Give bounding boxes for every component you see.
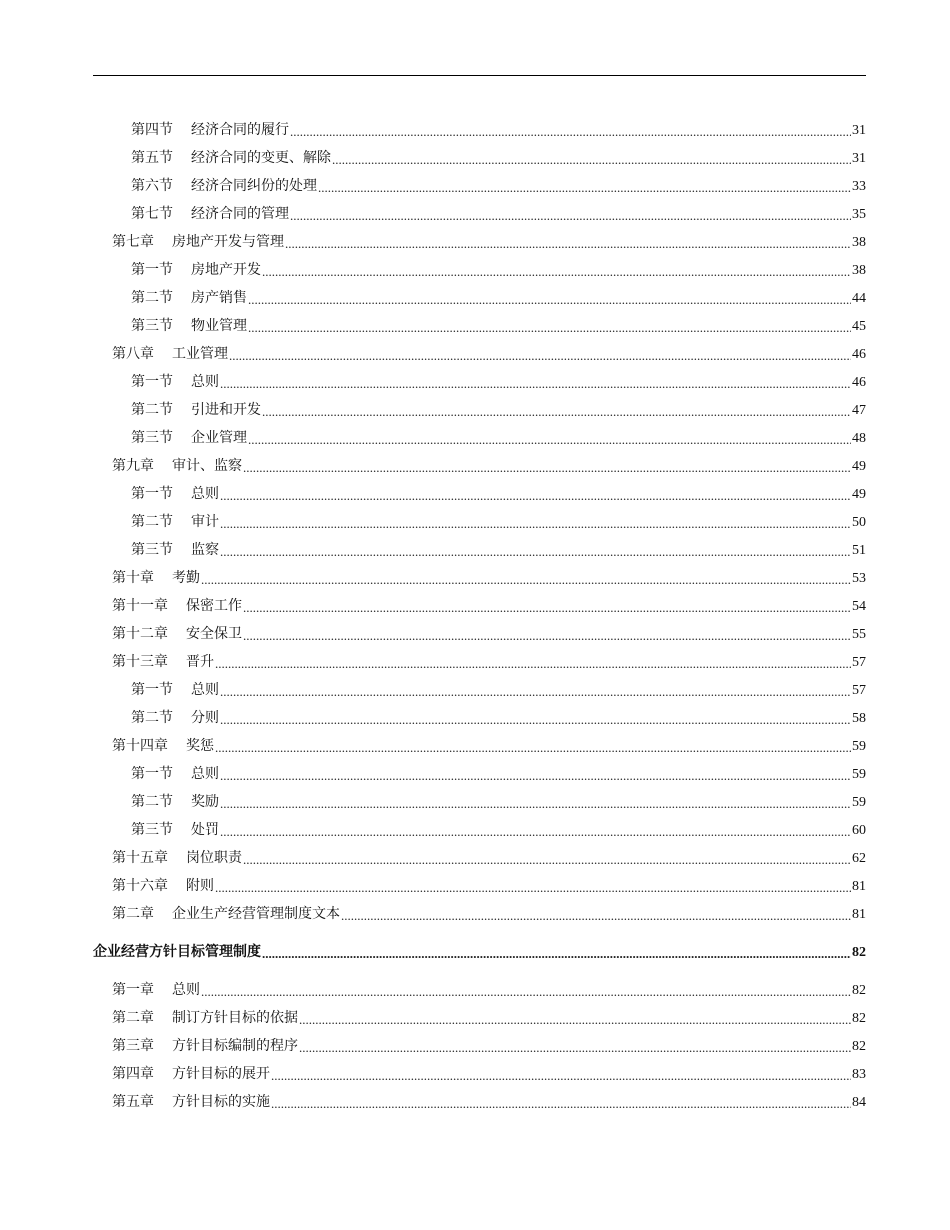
toc-entry-page-number: 82 xyxy=(852,983,866,998)
toc-dot-leader xyxy=(341,901,851,929)
toc-entry-number: 第一节 xyxy=(131,263,173,278)
toc-entry-number: 第三章 xyxy=(112,1039,154,1054)
toc-entry-title: 方针目标编制的程序 xyxy=(172,1039,298,1054)
toc-entry-page-number: 55 xyxy=(852,627,866,642)
toc-entry[interactable] xyxy=(131,677,866,705)
toc-entry[interactable] xyxy=(131,173,866,201)
toc-entry-number: 第五节 xyxy=(131,151,173,166)
toc-entry[interactable] xyxy=(131,761,866,789)
toc-entry[interactable] xyxy=(112,733,866,761)
toc-entry[interactable] xyxy=(131,369,866,397)
toc-dot-leader xyxy=(318,173,851,201)
toc-entry[interactable] xyxy=(112,593,866,621)
toc-entry-page-number: 45 xyxy=(852,319,866,334)
toc-dot-leader xyxy=(243,593,851,621)
toc-entry[interactable] xyxy=(112,977,866,1005)
toc-entry-title: 总则 xyxy=(191,487,219,502)
toc-entry[interactable] xyxy=(93,939,866,967)
toc-dot-leader xyxy=(248,313,851,341)
toc-dot-leader xyxy=(243,453,851,481)
toc-entry-page-number: 46 xyxy=(852,375,866,390)
toc-entry-title: 奖惩 xyxy=(186,739,214,754)
toc-dot-leader xyxy=(248,285,851,313)
toc-entry-title: 考勤 xyxy=(172,571,200,586)
toc-entry-number: 第七章 xyxy=(112,235,154,250)
toc-dot-leader xyxy=(201,977,851,1005)
toc-entry-title: 制订方针目标的依据 xyxy=(172,1011,298,1026)
toc-entry-title: 岗位职责 xyxy=(186,851,242,866)
toc-dot-leader xyxy=(285,229,851,257)
toc-dot-leader xyxy=(215,873,851,901)
toc-entry[interactable] xyxy=(131,705,866,733)
toc-entry-number: 第十四章 xyxy=(112,739,168,754)
toc-entry-title: 企业经营方针目标管理制度 xyxy=(93,945,261,960)
toc-entry[interactable] xyxy=(112,845,866,873)
toc-entry-title: 总则 xyxy=(191,375,219,390)
toc-entry-page-number: 54 xyxy=(852,599,866,614)
toc-entry-page-number: 84 xyxy=(852,1095,866,1110)
toc-entry-page-number: 60 xyxy=(852,823,866,838)
toc-entry-number: 第一节 xyxy=(131,767,173,782)
toc-entry-page-number: 57 xyxy=(852,655,866,670)
toc-dot-leader xyxy=(220,509,851,537)
toc-entry-number: 第四章 xyxy=(112,1067,154,1082)
toc-dot-leader xyxy=(332,145,851,173)
toc-entry-number: 第三节 xyxy=(131,431,173,446)
toc-entry-title: 方针目标的展开 xyxy=(172,1067,270,1082)
toc-entry-page-number: 38 xyxy=(852,263,866,278)
toc-entry-number: 第十五章 xyxy=(112,851,168,866)
toc-dot-leader xyxy=(290,117,851,145)
toc-entry[interactable] xyxy=(131,201,866,229)
toc-entry[interactable] xyxy=(131,313,866,341)
toc-entry-title: 分则 xyxy=(191,711,219,726)
toc-entry-title: 审计、监察 xyxy=(172,459,242,474)
toc-entry-number: 第二章 xyxy=(112,907,154,922)
toc-entry-page-number: 44 xyxy=(852,291,866,306)
toc-entry-number: 第二章 xyxy=(112,1011,154,1026)
toc-entry-title: 经济合同的履行 xyxy=(191,123,289,138)
toc-entry-page-number: 83 xyxy=(852,1067,866,1082)
toc-entry-page-number: 58 xyxy=(852,711,866,726)
toc-entry-number: 第九章 xyxy=(112,459,154,474)
toc-entry-title: 经济合同的变更、解除 xyxy=(191,151,331,166)
toc-entry-number: 第一节 xyxy=(131,487,173,502)
toc-entry-page-number: 81 xyxy=(852,907,866,922)
toc-entry[interactable] xyxy=(112,1061,866,1089)
toc-entry-number: 第三节 xyxy=(131,543,173,558)
toc-entry[interactable] xyxy=(112,453,866,481)
toc-entry-title: 方针目标的实施 xyxy=(172,1095,270,1110)
toc-entry-title: 总则 xyxy=(191,683,219,698)
toc-entry[interactable] xyxy=(131,145,866,173)
toc-entry-number: 第一节 xyxy=(131,683,173,698)
toc-entry-number: 第一节 xyxy=(131,375,173,390)
toc-entry-number: 第五章 xyxy=(112,1095,154,1110)
toc-dot-leader xyxy=(299,1033,851,1061)
toc-entry-page-number: 62 xyxy=(852,851,866,866)
toc-entry-title: 房地产开发与管理 xyxy=(172,235,284,250)
toc-entry-page-number: 82 xyxy=(852,1011,866,1026)
toc-dot-leader xyxy=(243,845,851,873)
toc-entry[interactable] xyxy=(112,565,866,593)
toc-entry[interactable] xyxy=(131,257,866,285)
toc-entry[interactable] xyxy=(131,817,866,845)
toc-entry-title: 奖励 xyxy=(191,795,219,810)
toc-entry-page-number: 38 xyxy=(852,235,866,250)
toc-dot-leader xyxy=(262,939,851,967)
toc-entry-title: 房产销售 xyxy=(191,291,247,306)
toc-entry-title: 经济合同的管理 xyxy=(191,207,289,222)
toc-dot-leader xyxy=(271,1061,851,1089)
toc-entry-number: 第三节 xyxy=(131,319,173,334)
toc-entry[interactable] xyxy=(112,341,866,369)
toc-entry[interactable] xyxy=(131,425,866,453)
toc-entry-page-number: 81 xyxy=(852,879,866,894)
toc-entry-number: 第六节 xyxy=(131,179,173,194)
toc-entry-title: 安全保卫 xyxy=(186,627,242,642)
toc-dot-leader xyxy=(201,565,851,593)
toc-dot-leader xyxy=(220,817,851,845)
toc-entry-page-number: 53 xyxy=(852,571,866,586)
toc-entry[interactable] xyxy=(131,537,866,565)
toc-entry-title: 保密工作 xyxy=(186,599,242,614)
toc-entry-number: 第二节 xyxy=(131,291,173,306)
toc-entry-page-number: 57 xyxy=(852,683,866,698)
toc-entry[interactable] xyxy=(131,117,866,145)
toc-dot-leader xyxy=(220,789,851,817)
toc-entry-number: 第二节 xyxy=(131,795,173,810)
toc-entry-page-number: 50 xyxy=(852,515,866,530)
toc-entry[interactable] xyxy=(131,285,866,313)
toc-dot-leader xyxy=(220,369,851,397)
table-of-contents xyxy=(0,117,950,1117)
toc-entry[interactable] xyxy=(112,649,866,677)
toc-entry-number: 第七节 xyxy=(131,207,173,222)
toc-entry-page-number: 59 xyxy=(852,767,866,782)
toc-dot-leader xyxy=(243,621,851,649)
toc-entry[interactable] xyxy=(112,901,866,929)
toc-dot-leader xyxy=(262,257,851,285)
toc-entry[interactable] xyxy=(112,1005,866,1033)
toc-entry-page-number: 33 xyxy=(852,179,866,194)
toc-entry-title: 企业生产经营管理制度文本 xyxy=(172,907,340,922)
toc-entry-title: 企业管理 xyxy=(191,431,247,446)
toc-entry-title: 附则 xyxy=(186,879,214,894)
toc-dot-leader xyxy=(215,733,851,761)
toc-entry-number: 第二节 xyxy=(131,515,173,530)
toc-entry-title: 物业管理 xyxy=(191,319,247,334)
toc-entry[interactable] xyxy=(112,621,866,649)
toc-entry-number: 第八章 xyxy=(112,347,154,362)
toc-entry[interactable] xyxy=(112,1033,866,1061)
toc-entry-page-number: 31 xyxy=(852,151,866,166)
toc-dot-leader xyxy=(220,761,851,789)
toc-entry-number: 第四节 xyxy=(131,123,173,138)
toc-entry-title: 经济合同纠份的处理 xyxy=(191,179,317,194)
toc-entry[interactable] xyxy=(131,509,866,537)
toc-dot-leader xyxy=(220,537,851,565)
toc-dot-leader xyxy=(299,1005,851,1033)
toc-entry-page-number: 35 xyxy=(852,207,866,222)
toc-dot-leader xyxy=(248,425,851,453)
toc-entry-page-number: 59 xyxy=(852,795,866,810)
toc-entry-title: 审计 xyxy=(191,515,219,530)
toc-entry[interactable] xyxy=(112,1089,866,1117)
toc-dot-leader xyxy=(220,481,851,509)
toc-entry[interactable] xyxy=(131,481,866,509)
toc-dot-leader xyxy=(271,1089,851,1117)
toc-entry-title: 房地产开发 xyxy=(191,263,261,278)
toc-dot-leader xyxy=(220,705,851,733)
toc-entry[interactable] xyxy=(112,873,866,901)
toc-entry-title: 引进和开发 xyxy=(191,403,261,418)
toc-entry-number: 第十章 xyxy=(112,571,154,586)
toc-entry-page-number: 49 xyxy=(852,459,866,474)
toc-entry-number: 第十三章 xyxy=(112,655,168,670)
toc-entry[interactable] xyxy=(112,229,866,257)
toc-entry[interactable] xyxy=(131,397,866,425)
toc-dot-leader xyxy=(220,677,851,705)
toc-entry[interactable] xyxy=(131,789,866,817)
toc-entry-page-number: 59 xyxy=(852,739,866,754)
header-rule xyxy=(93,75,866,76)
toc-dot-leader xyxy=(229,341,851,369)
toc-entry-page-number: 82 xyxy=(852,945,866,960)
toc-dot-leader xyxy=(215,649,851,677)
toc-entry-page-number: 47 xyxy=(852,403,866,418)
toc-entry-number: 第二节 xyxy=(131,403,173,418)
toc-entry-number: 第十二章 xyxy=(112,627,168,642)
toc-entry-title: 工业管理 xyxy=(172,347,228,362)
toc-entry-title: 处罚 xyxy=(191,823,219,838)
toc-entry-number: 第十六章 xyxy=(112,879,168,894)
toc-entry-title: 总则 xyxy=(191,767,219,782)
toc-entry-page-number: 48 xyxy=(852,431,866,446)
toc-dot-leader xyxy=(290,201,851,229)
toc-entry-page-number: 82 xyxy=(852,1039,866,1054)
toc-entry-title: 晋升 xyxy=(186,655,214,670)
toc-entry-page-number: 49 xyxy=(852,487,866,502)
toc-entry-title: 总则 xyxy=(172,983,200,998)
toc-entry-number: 第三节 xyxy=(131,823,173,838)
toc-entry-page-number: 31 xyxy=(852,123,866,138)
toc-entry-title: 监察 xyxy=(191,543,219,558)
toc-dot-leader xyxy=(262,397,851,425)
toc-entry-number: 第十一章 xyxy=(112,599,168,614)
toc-entry-page-number: 46 xyxy=(852,347,866,362)
toc-entry-page-number: 51 xyxy=(852,543,866,558)
toc-entry-number: 第二节 xyxy=(131,711,173,726)
toc-entry-number: 第一章 xyxy=(112,983,154,998)
